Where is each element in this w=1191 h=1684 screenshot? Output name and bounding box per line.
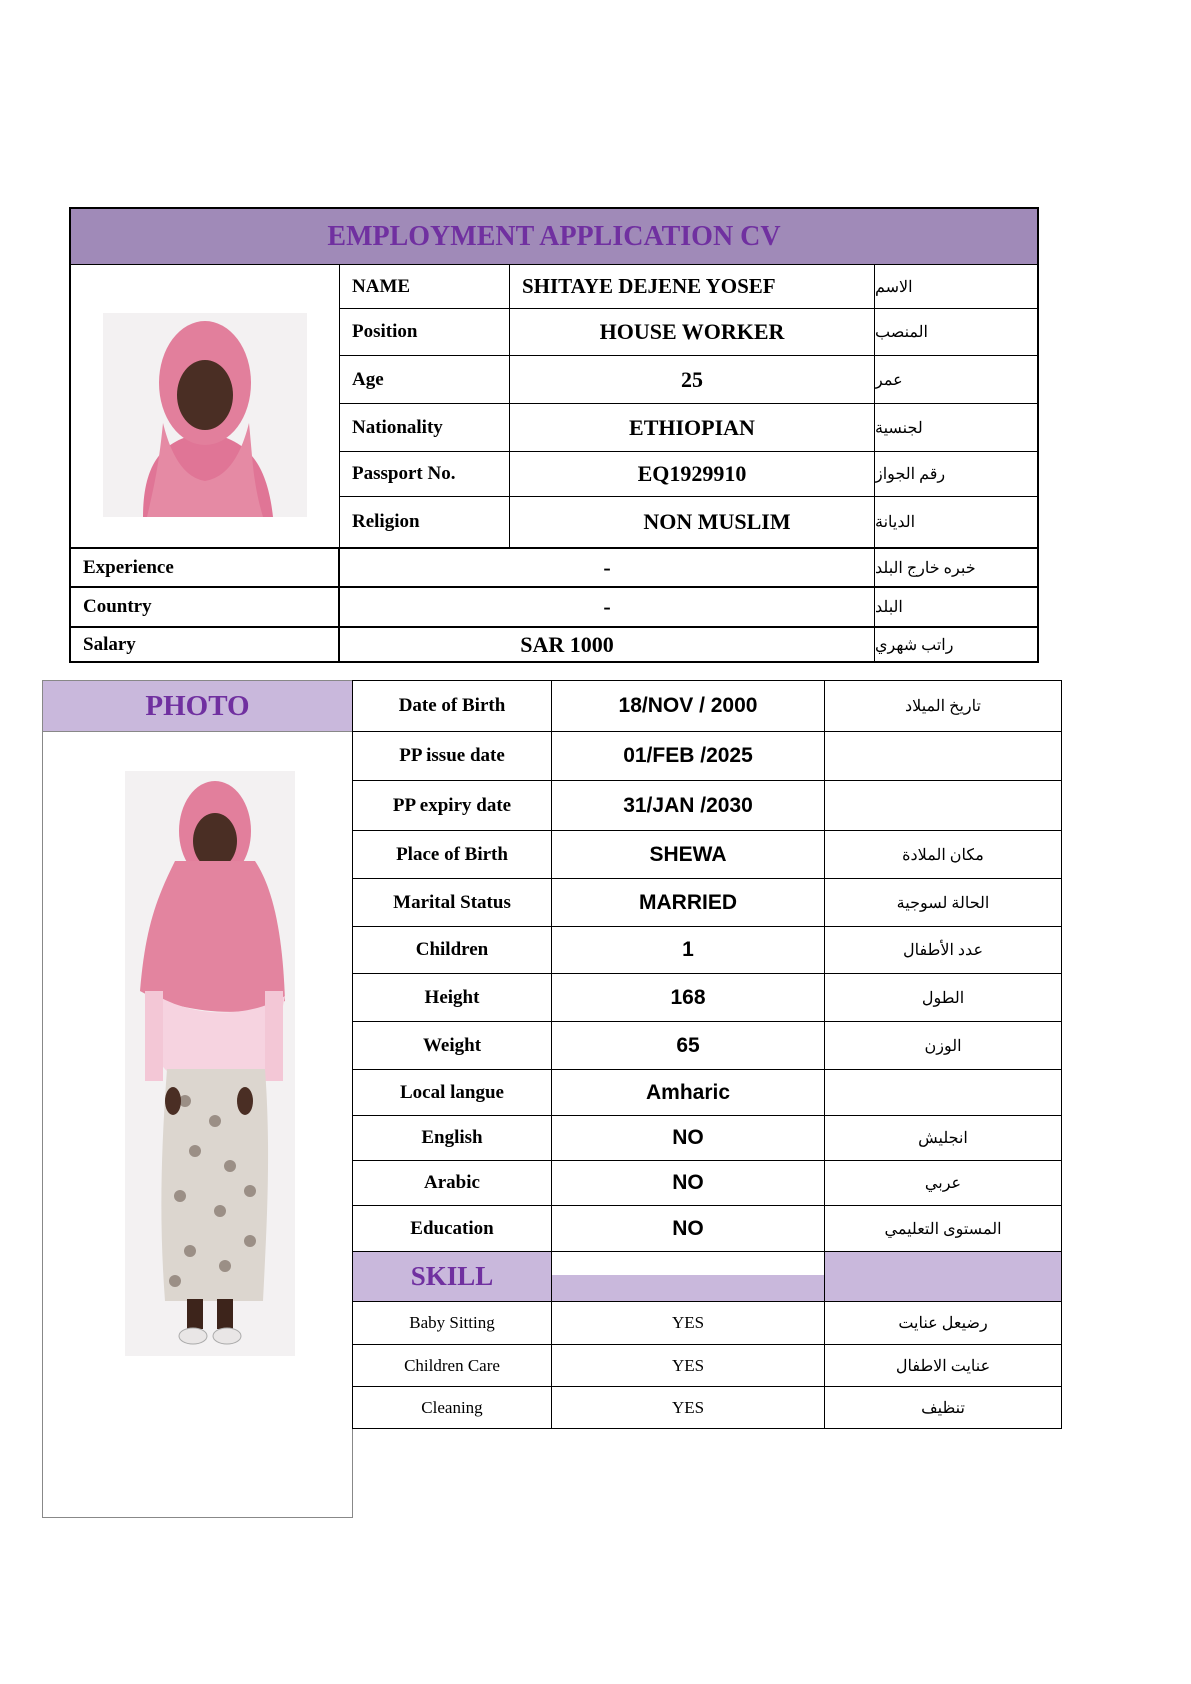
arabic-value: NO (552, 1161, 825, 1205)
full-body-photo (125, 771, 295, 1356)
age-arabic: عمر (875, 356, 1037, 404)
table-row (353, 1116, 1061, 1161)
experience-label: Experience (71, 549, 340, 588)
marital-label: Marital Status (353, 879, 552, 926)
local-language-arabic (825, 1070, 1061, 1115)
age-value: 25 (510, 356, 875, 404)
pp-expiry-label: PP expiry date (353, 781, 552, 830)
birthplace-label: Place of Birth (353, 831, 552, 878)
english-arabic: انجليش (918, 1130, 968, 1147)
full-photo-panel (42, 680, 353, 1518)
name-arabic: الاسم (875, 265, 1037, 309)
skill-section-title: SKILL (353, 1252, 552, 1301)
experience-value: - (340, 549, 875, 588)
marital-value: MARRIED (552, 879, 825, 926)
position-value: HOUSE WORKER (510, 309, 875, 356)
headshot-photo (103, 313, 307, 517)
table-row (353, 974, 1061, 1022)
children-arabic: عدد الأطفال (903, 942, 983, 959)
table-row (353, 1070, 1061, 1116)
pp-issue-value: 01/FEB /2025 (552, 732, 825, 780)
height-value: 168 (552, 974, 825, 1021)
pp-issue-label: PP issue date (353, 732, 552, 780)
applicant-summary-table (69, 207, 1039, 663)
table-row (353, 1387, 1061, 1428)
table-row (353, 1206, 1061, 1252)
religion-arabic: الديانة (875, 497, 1037, 549)
arabic-label: Arabic (353, 1161, 552, 1205)
skill-children-care-label: Children Care (353, 1345, 552, 1386)
children-value: 1 (552, 927, 825, 973)
skill-children-care-value: YES (552, 1345, 825, 1386)
age-label: Age (340, 356, 510, 404)
religion-value: NON MUSLIM (510, 497, 875, 549)
children-label: Children (353, 927, 552, 973)
education-label: Education (353, 1206, 552, 1251)
position-arabic: المنصب (875, 309, 1037, 356)
pp-expiry-arabic (825, 781, 1061, 830)
education-value: NO (552, 1206, 825, 1251)
table-row (353, 879, 1061, 927)
salary-value: SAR 1000 (340, 628, 875, 661)
country-label: Country (71, 588, 340, 628)
arabic-arabic: عربي (924, 1175, 962, 1192)
experience-arabic: خبره خارج البلد (875, 549, 1037, 588)
skill-header-blank (552, 1252, 825, 1301)
table-row (353, 781, 1061, 831)
nationality-arabic: لجنسية (875, 404, 1037, 452)
country-value: - (340, 588, 875, 628)
skill-baby-sitting-arabic: رضيعل عنايت (898, 1315, 988, 1332)
skill-children-care-arabic: عنايت الاطفال (895, 1357, 991, 1375)
table-row (353, 1161, 1061, 1206)
height-arabic: الطول (921, 989, 965, 1007)
name-label: NAME (340, 265, 510, 309)
dob-label: Date of Birth (353, 681, 552, 731)
marital-arabic: الحالة لسوجية (896, 894, 990, 912)
local-language-value: Amharic (552, 1070, 825, 1115)
table-row (353, 732, 1061, 781)
skill-header-bar (552, 1275, 824, 1301)
skill-header-arabic-blank (825, 1252, 1061, 1301)
position-label: Position (340, 309, 510, 356)
birthplace-arabic: مكان الملادة (902, 846, 984, 864)
passport-label: Passport No. (340, 452, 510, 497)
skill-cleaning-label: Cleaning (353, 1387, 552, 1428)
pp-issue-arabic (825, 732, 1061, 780)
weight-value: 65 (552, 1022, 825, 1069)
skill-cleaning-value: YES (552, 1387, 825, 1428)
salary-arabic: راتب شهري (875, 636, 954, 654)
passport-arabic: رقم الجواز (875, 452, 1037, 497)
table-row (353, 927, 1061, 974)
table-row (353, 1345, 1061, 1387)
birthplace-value: SHEWA (552, 831, 825, 878)
headshot-cell (71, 265, 340, 549)
country-arabic: البلد (875, 588, 1037, 628)
dob-arabic: تاريخ الميلاد (905, 698, 981, 715)
pp-expiry-value: 31/JAN /2030 (552, 781, 825, 830)
salary-label: Salary (71, 628, 340, 661)
skill-baby-sitting-label: Baby Sitting (353, 1302, 552, 1344)
local-language-label: Local langue (353, 1070, 552, 1115)
height-label: Height (353, 974, 552, 1021)
passport-value: EQ1929910 (510, 452, 875, 497)
dob-value: 18/NOV / 2000 (552, 681, 825, 731)
nationality-value: ETHIOPIAN (510, 404, 875, 452)
table-row (353, 1022, 1061, 1070)
weight-label: Weight (353, 1022, 552, 1069)
weight-arabic: الوزن (924, 1037, 962, 1055)
table-row (353, 831, 1061, 879)
english-label: English (353, 1116, 552, 1160)
document-title: EMPLOYMENT APPLICATION CV (71, 209, 1037, 265)
english-value: NO (552, 1116, 825, 1160)
photo-section-title: PHOTO (43, 681, 352, 732)
table-row (353, 681, 1061, 732)
name-value: SHITAYE DEJENE YOSEF (510, 265, 875, 309)
skill-cleaning-arabic: تنظيف (921, 1399, 965, 1417)
religion-label: Religion (340, 497, 510, 549)
nationality-label: Nationality (340, 404, 510, 452)
details-table (352, 680, 1062, 1429)
skill-header-row (353, 1252, 1061, 1302)
table-row (353, 1302, 1061, 1345)
skill-baby-sitting-value: YES (552, 1302, 825, 1344)
education-arabic: المستوى التعليمي (884, 1220, 1002, 1238)
